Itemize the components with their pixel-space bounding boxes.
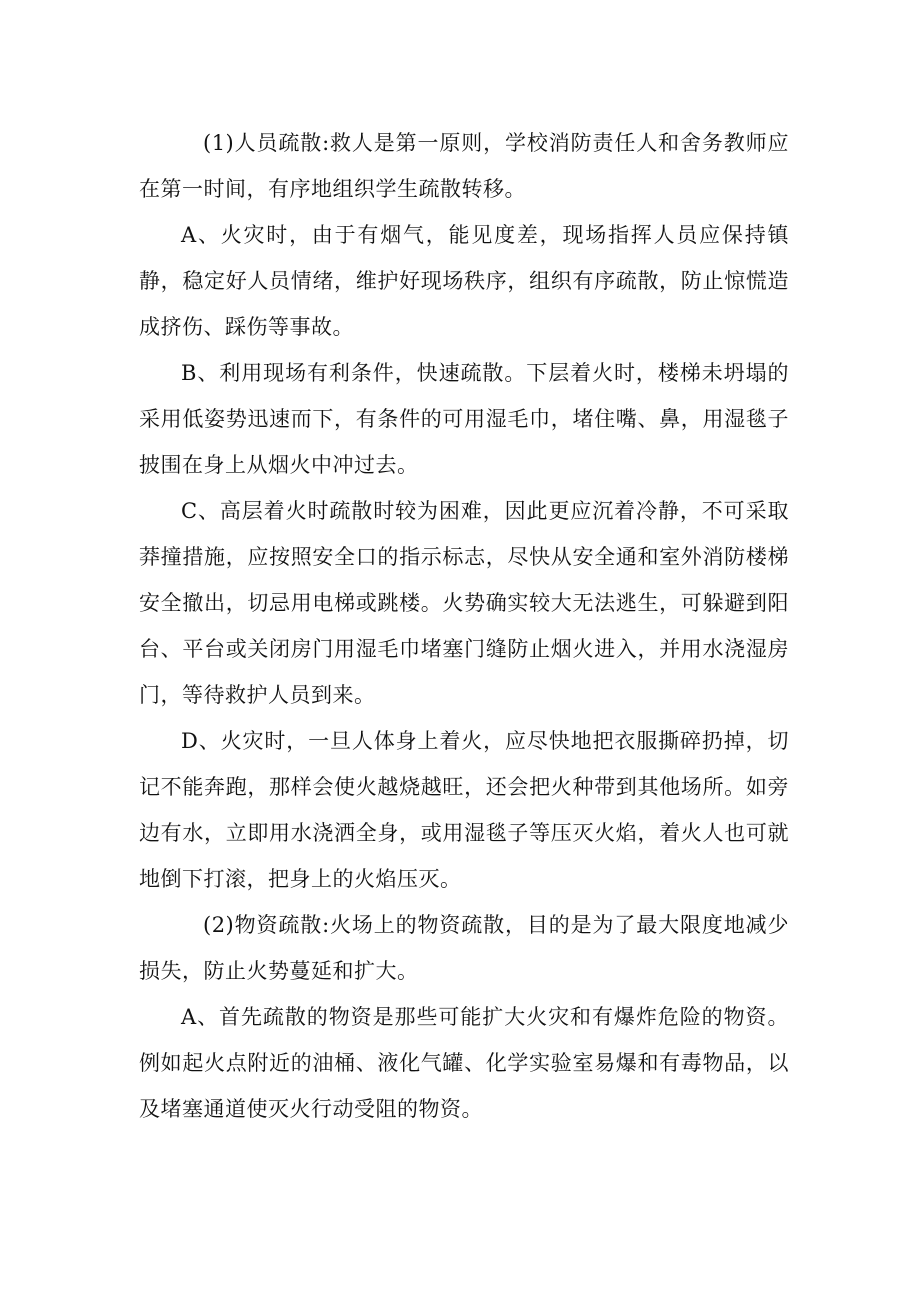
paragraph-personnel-evacuation: (1)人员疏散:救人是第一原则，学校消防责任人和舍务教师应在第一时间，有序地组织学生疏散转移。: [139, 131, 789, 201]
paragraph-item-d-clothing-fire: D、火灾时，一旦人体身上着火，应尽快地把衣服撕碎扔掉，切记不能奔跑，那样会使火越烧越旺，还会把火种带到其他场所。如旁边有水，立即用水浇洒全身，或用湿毯子等压灭火焰，着火人也可就地倒下打滚，把身上的火焰压灭。: [139, 729, 789, 891]
paragraph-item-c-high-floor: C、高层着火时疏散时较为困难，因此更应沉着冷静，不可采取莽撞措施，应按照安全口的指示标志，尽快从安全通和室外消防楼梯安全撤出，切忌用电梯或跳楼。火势确实较大无法逃生，可躲避到阳台、平台或关闭房门用湿毛巾堵塞门缝防止烟火进入，并用水浇湿房门，等待救护人员到来。: [139, 499, 789, 707]
paragraph-item-a-calm: A、火灾时，由于有烟气，能见度差，现场指挥人员应保持镇静，稳定好人员情绪，维护好现场秩序，组织有序疏散，防止惊慌造成挤伤、踩伤等事故。: [139, 223, 789, 339]
document-body: [139, 120, 789, 1132]
paragraph-item-b-quick-evacuation: B、利用现场有利条件，快速疏散。下层着火时，楼梯未坍塌的采用低姿势迅速而下，有条件的可用湿毛巾，堵住嘴、鼻，用湿毯子披围在身上从烟火中冲过去。: [139, 361, 789, 477]
paragraph-material-evacuation: (2)物资疏散:火场上的物资疏散，目的是为了最大限度地减少损失，防止火势蔓延和扩大。: [139, 913, 789, 983]
paragraph-item-a-materials: A、首先疏散的物资是那些可能扩大火灾和有爆炸危险的物资。例如起火点附近的油桶、液化气罐、化学实验室易爆和有毒物品，以及堵塞通道使灭火行动受阻的物资。: [139, 1005, 789, 1121]
